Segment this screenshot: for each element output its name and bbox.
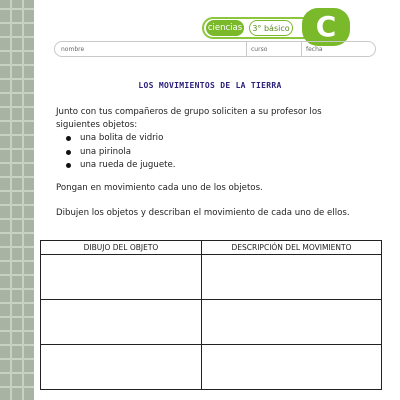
drawing-cell[interactable] (41, 345, 202, 390)
decorative-side-strip (0, 0, 34, 400)
subject-badge: ciencias (206, 20, 244, 36)
info-divider (301, 41, 302, 57)
description-cell[interactable] (202, 300, 382, 345)
list-item: una rueda de juguete. (66, 159, 176, 173)
table-row (41, 300, 382, 345)
name-label: nombre (61, 46, 85, 53)
info-divider (246, 41, 247, 57)
column-header-drawing: DIBUJO DEL OBJETO (41, 241, 202, 255)
grade-badge: 3° básico (249, 20, 293, 36)
description-cell[interactable] (202, 255, 382, 300)
list-item: una bolita de vidrio (66, 132, 176, 146)
table-row (41, 345, 382, 390)
intro-line-2: siguientes objetos: (56, 120, 138, 130)
list-item: una pirinola (66, 146, 176, 160)
object-list (66, 132, 176, 173)
worksheet-letter-badge: C (302, 8, 350, 46)
date-label: fecha (306, 46, 323, 53)
description-cell[interactable] (202, 345, 382, 390)
drawing-cell[interactable] (41, 255, 202, 300)
instruction-step-3: Dibujen los objetos y describan el movimiento de cada uno de ellos. (56, 208, 350, 218)
intro-line-1: Junto con tus compañeros de grupo soliciten a su profesor los (56, 107, 322, 117)
student-info-bar (54, 41, 376, 57)
table-row (41, 255, 382, 300)
course-label: curso (251, 46, 268, 53)
column-header-description: DESCRIPCIÓN DEL MOVIMIENTO (202, 241, 382, 255)
worksheet-title: LOS MOVIMIENTOS DE LA TIERRA (138, 81, 282, 90)
table-header-row (41, 241, 382, 255)
instruction-step-2: Pongan en movimiento cada uno de los objetos. (56, 183, 263, 193)
drawing-cell[interactable] (41, 300, 202, 345)
observation-table (40, 240, 382, 390)
